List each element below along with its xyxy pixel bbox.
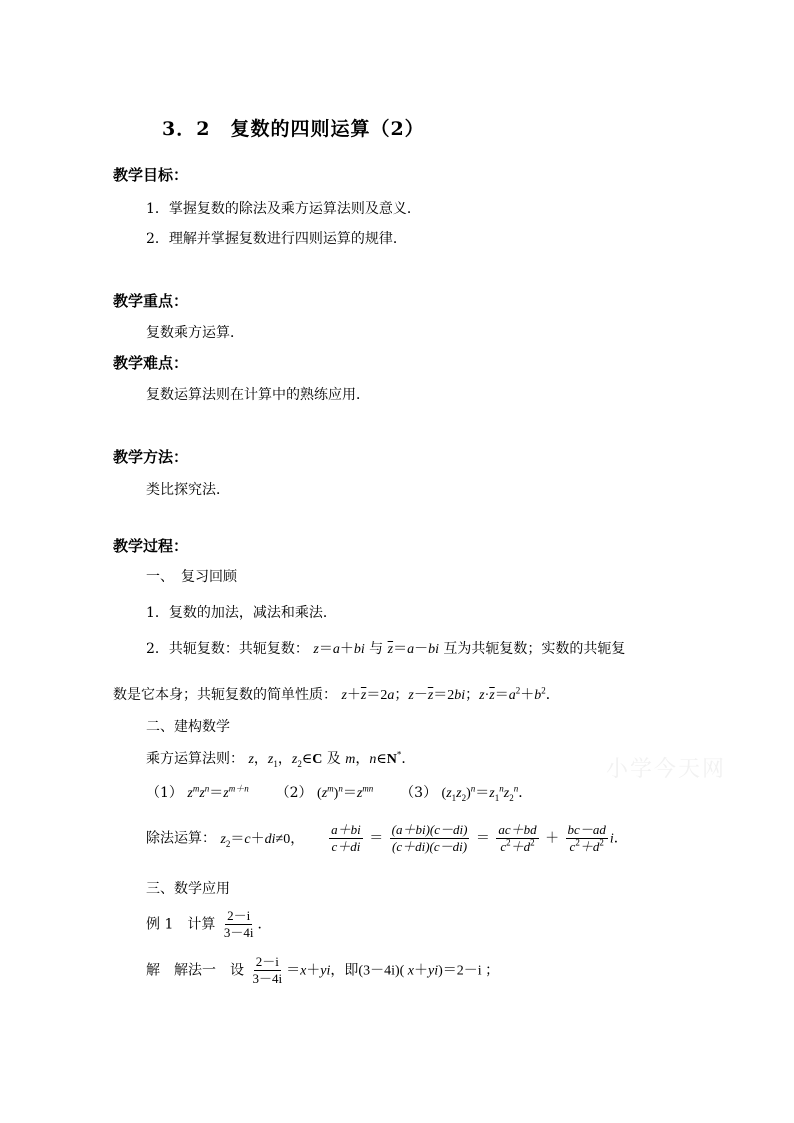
solution-label: 解 解法一 设 xyxy=(146,962,244,979)
key-point-heading: 教学重点： xyxy=(113,292,189,310)
method-heading: 教学方法： xyxy=(113,448,189,466)
key-point-text: 复数乘方运算． xyxy=(146,325,244,341)
rule-1-label: （1） xyxy=(146,785,183,801)
goals-heading: 教学目标： xyxy=(113,166,189,184)
conjugate-label: 2．共轭复数：共轭复数： xyxy=(146,641,309,657)
review-item-2-cont xyxy=(113,684,560,704)
goal-item-2: 2．理解并掌握复数进行四则运算的规律． xyxy=(146,231,407,247)
section-construct: 二、建构数学 xyxy=(146,719,230,735)
solution-line: 解 解法一 设 $\frac{2-i}{3-4i}$ ＝x＋yi，即(3－4i)( x＋yi)＝2－i ； xyxy=(146,954,500,986)
formula-domain: z，$z_1$，$z_2\in C$ xyxy=(248,752,323,769)
formula-rule-1: $z^mz^n=z^{m+n}$ xyxy=(187,783,249,801)
section-application: 三、数学应用 xyxy=(146,881,230,897)
division-line: 除法运算： $z_2=c+di\ne 0$， $\frac{a+bi}{c+di}$ ＝ $\frac{(a+bi)(c-di)}{(c+di)(c-di)}$ ＝ $\frac{ac+bd}{c^2+d^2}$ ＋ $\frac{bc-ad}{c^2+d^2}$ i． xyxy=(146,822,628,854)
conjugate-and: 与 xyxy=(369,641,384,657)
power-rule-label: 乘方运算法则： xyxy=(146,751,244,767)
watermark: 小学今天网 xyxy=(606,757,727,782)
formula-mn: m，n∈N*． xyxy=(345,749,416,767)
example-1: 例 1 计算 $\frac{2-i}{3-4i}$ ． xyxy=(146,908,272,940)
rule-2-label: （2） xyxy=(275,785,313,801)
goal-item-1: 1．掌握复数的除法及乘方运算法则及意义． xyxy=(146,201,421,217)
formula-z: z＝a＋bi xyxy=(313,642,365,657)
review-item-2 xyxy=(146,638,625,658)
power-rules xyxy=(146,782,532,802)
process-heading: 教学过程： xyxy=(113,537,189,555)
formula-properties: $z+\overline{z}=2a$；$z-\overline{z}=2bi$；$z\cdot\overline{z}=a^2+b^2$． xyxy=(341,685,560,703)
rule-3-label: （3） xyxy=(400,785,438,801)
difficulty-heading: 教学难点： xyxy=(113,354,189,372)
section-review: 一、 复习回顾 xyxy=(146,569,237,585)
fraction-real-part: $\frac{ac+bd}{c^2+d^2}$ xyxy=(498,822,537,854)
power-rule-line xyxy=(146,748,415,768)
conjugate-tail: 互为共轭复数；实数的共轭复 xyxy=(443,641,626,657)
division-label: 除法运算： xyxy=(146,830,216,847)
formula-rule-2: $(z^m)^n=z^{mn}$ xyxy=(317,783,374,801)
fraction-imag-part: $\frac{bc-ad}{c^2+d^2}$ xyxy=(567,822,606,854)
solution-mid: ，即 xyxy=(330,962,359,979)
formula-z2: $z_2=c+di\ne 0$， xyxy=(220,831,305,849)
formula-rule-3: $(z_1z_2)^n=z_1^nz_2^n$． xyxy=(441,783,533,803)
method-text: 类比探究法． xyxy=(146,482,230,498)
formula-zbar: $\overline{z}=a-bi$ xyxy=(387,642,439,657)
difficulty-text: 复数运算法则在计算中的熟练应用． xyxy=(146,387,370,403)
power-rule-and: 及 xyxy=(326,751,341,767)
formula-solution: (3－4i)( x＋yi)＝2－i ； xyxy=(358,963,500,979)
fraction-a-bi-over-c-di: $\frac{a+bi}{c+di}$ xyxy=(331,822,361,854)
review-item-1: 1．复数的加法，减法和乘法． xyxy=(146,605,337,621)
conjugate-properties-label: 数是它本身；共轭复数的简单性质： xyxy=(113,687,337,703)
fraction-solution: $\frac{2-i}{3-4i}$ xyxy=(252,954,283,986)
page-title: 3．2 复数的四则运算（2） xyxy=(162,118,425,140)
fraction-expanded: $\frac{(a+bi)(c-di)}{(c+di)(c-di)}$ xyxy=(391,822,468,854)
fraction-example: $\frac{2-i}{3-4i}$ xyxy=(223,908,254,940)
example-1-label: 例 1 计算 xyxy=(146,916,216,933)
